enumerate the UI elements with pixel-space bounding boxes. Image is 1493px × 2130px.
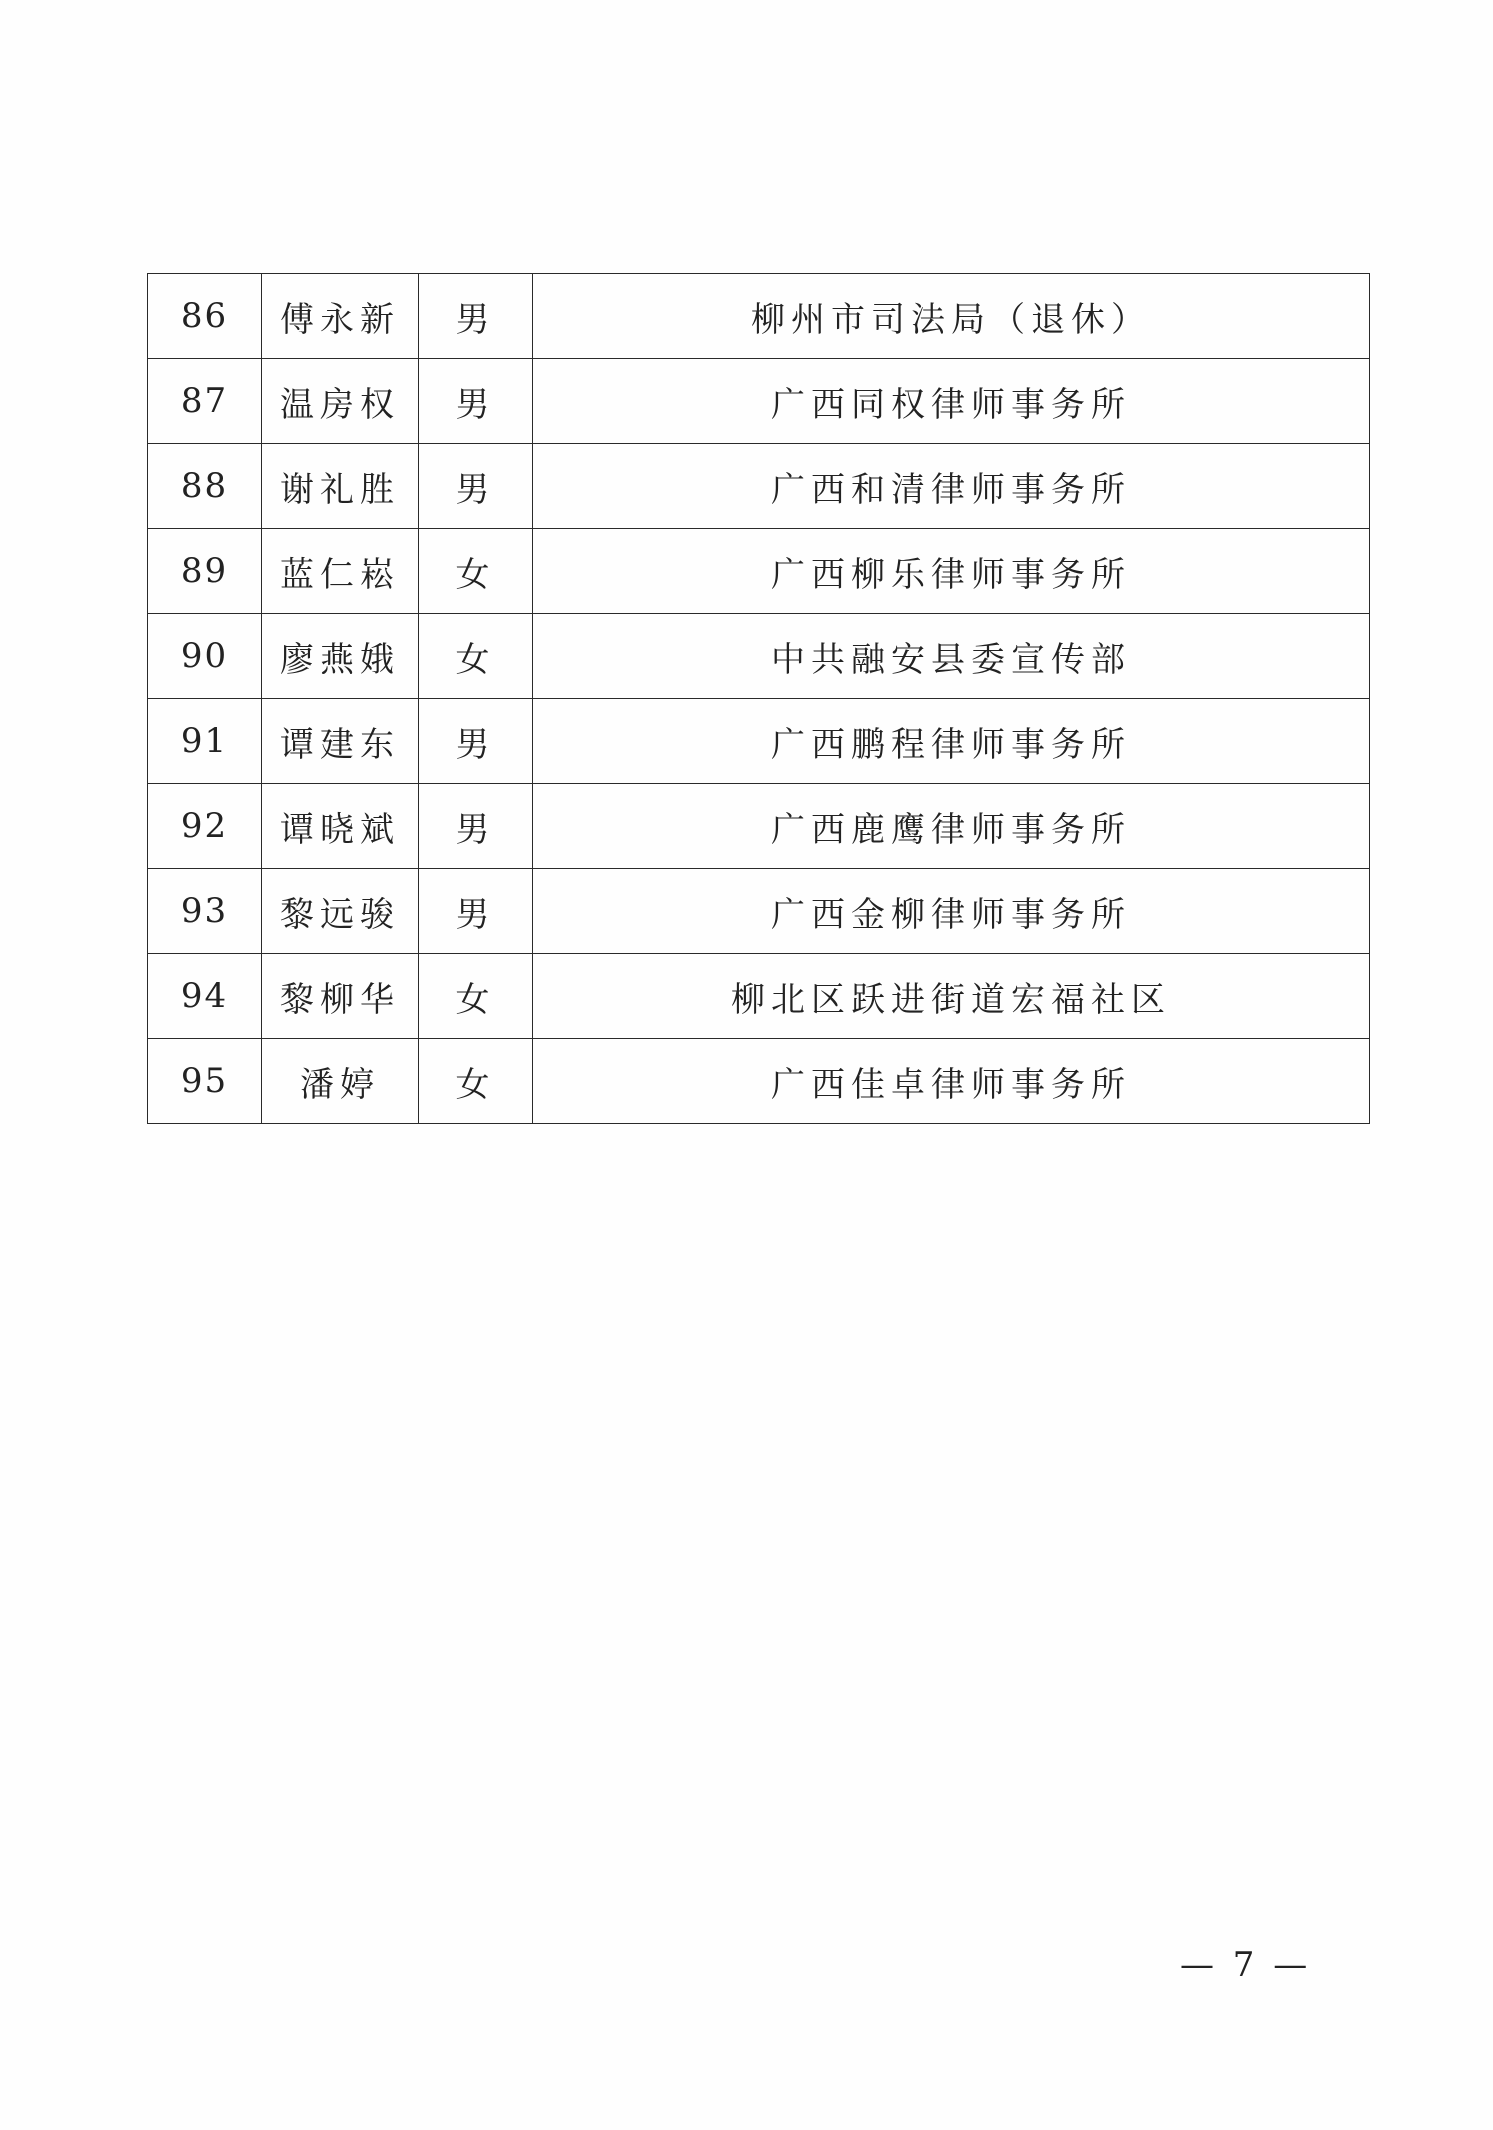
table-row bbox=[148, 444, 1370, 529]
organization-cell: 柳北区跃进街道宏福社区 bbox=[533, 954, 1370, 1039]
organization-cell: 广西同权律师事务所 bbox=[533, 359, 1370, 444]
gender-cell: 男 bbox=[419, 784, 533, 869]
gender-cell: 男 bbox=[419, 869, 533, 954]
table-row bbox=[148, 274, 1370, 359]
gender-cell: 男 bbox=[419, 444, 533, 529]
gender-cell: 女 bbox=[419, 954, 533, 1039]
roster-table bbox=[147, 273, 1370, 1124]
table-row bbox=[148, 869, 1370, 954]
table-row bbox=[148, 359, 1370, 444]
name-cell: 谢礼胜 bbox=[262, 444, 419, 529]
gender-cell: 女 bbox=[419, 614, 533, 699]
organization-cell: 中共融安县委宣传部 bbox=[533, 614, 1370, 699]
name-cell: 谭晓斌 bbox=[262, 784, 419, 869]
name-cell: 黎柳华 bbox=[262, 954, 419, 1039]
name-cell: 温房权 bbox=[262, 359, 419, 444]
name-cell: 潘婷 bbox=[262, 1039, 419, 1124]
name-cell: 黎远骏 bbox=[262, 869, 419, 954]
table-row bbox=[148, 699, 1370, 784]
organization-cell: 广西柳乐律师事务所 bbox=[533, 529, 1370, 614]
name-cell: 傅永新 bbox=[262, 274, 419, 359]
gender-cell: 女 bbox=[419, 1039, 533, 1124]
organization-cell: 广西鹿鹰律师事务所 bbox=[533, 784, 1370, 869]
gender-cell: 女 bbox=[419, 529, 533, 614]
gender-cell: 男 bbox=[419, 699, 533, 784]
table-row bbox=[148, 784, 1370, 869]
name-cell: 廖燕娥 bbox=[262, 614, 419, 699]
organization-cell: 广西佳卓律师事务所 bbox=[533, 1039, 1370, 1124]
organization-cell: 柳州市司法局（退休） bbox=[533, 274, 1370, 359]
row-number-cell: 86 bbox=[148, 274, 262, 359]
page-number: — 7 — bbox=[1180, 1945, 1312, 1985]
row-number-cell: 92 bbox=[148, 784, 262, 869]
row-number-cell: 94 bbox=[148, 954, 262, 1039]
row-number-cell: 95 bbox=[148, 1039, 262, 1124]
gender-cell: 男 bbox=[419, 274, 533, 359]
table-row bbox=[148, 529, 1370, 614]
row-number-cell: 93 bbox=[148, 869, 262, 954]
name-cell: 蓝仁崧 bbox=[262, 529, 419, 614]
table-row bbox=[148, 954, 1370, 1039]
organization-cell: 广西金柳律师事务所 bbox=[533, 869, 1370, 954]
gender-cell: 男 bbox=[419, 359, 533, 444]
roster-table-body bbox=[148, 274, 1370, 1124]
row-number-cell: 89 bbox=[148, 529, 262, 614]
row-number-cell: 88 bbox=[148, 444, 262, 529]
row-number-cell: 87 bbox=[148, 359, 262, 444]
table-row bbox=[148, 614, 1370, 699]
row-number-cell: 90 bbox=[148, 614, 262, 699]
table-row bbox=[148, 1039, 1370, 1124]
organization-cell: 广西鹏程律师事务所 bbox=[533, 699, 1370, 784]
organization-cell: 广西和清律师事务所 bbox=[533, 444, 1370, 529]
name-cell: 谭建东 bbox=[262, 699, 419, 784]
row-number-cell: 91 bbox=[148, 699, 262, 784]
